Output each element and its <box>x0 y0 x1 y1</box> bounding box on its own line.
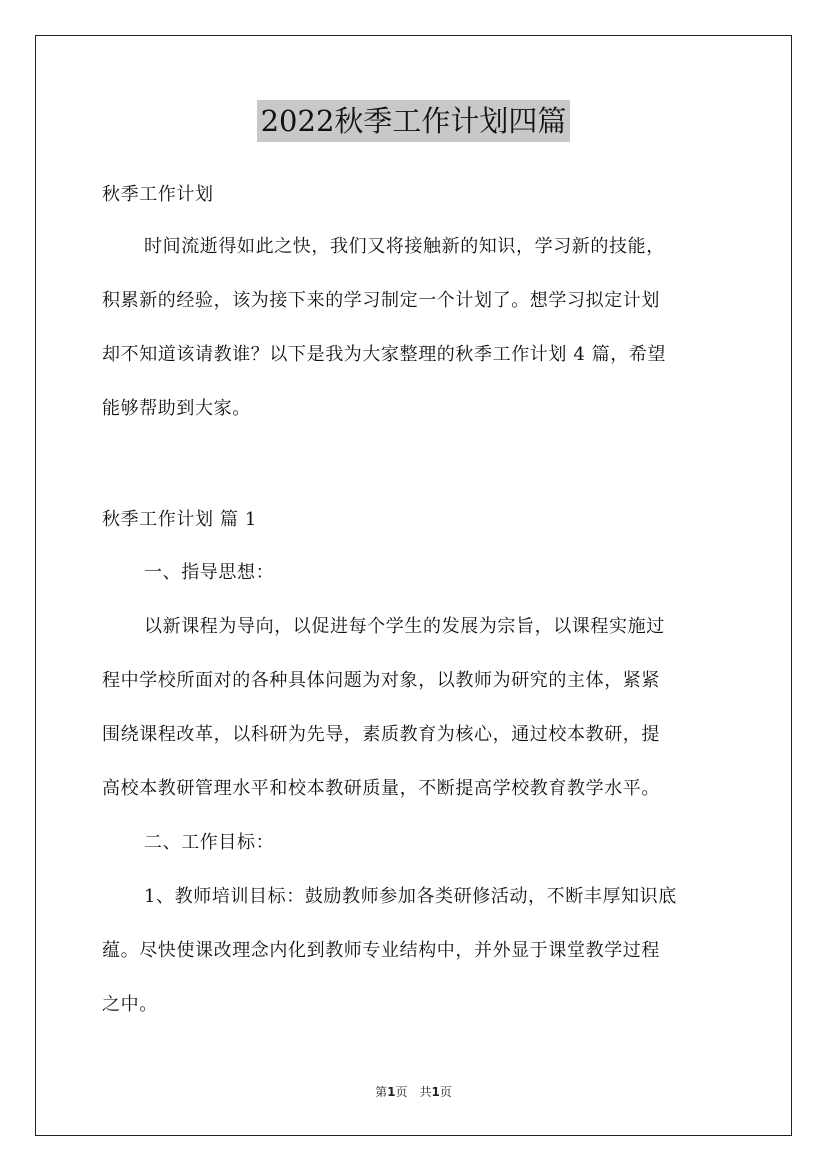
section-heading: 秋季工作计划 篇 1 <box>102 509 257 530</box>
para1-line-3: 围绕课程改革，以科研为先导，素质教育为核心，通过校本教研，提 <box>102 724 660 745</box>
para2-line-2: 蕴。尽快使课改理念内化到教师专业结构中，并外显于课堂教学过程 <box>102 940 660 961</box>
subheading-guiding-ideas: 一、指导思想： <box>144 562 275 583</box>
document-title-block <box>0 100 827 142</box>
page-footer <box>0 1083 827 1100</box>
document-title: 2022秋季工作计划四篇 <box>257 100 571 142</box>
para2-line-1: 1、教师培训目标：鼓励教师参加各类研修活动，不断丰厚知识底 <box>144 886 677 907</box>
footer-mid: 页 共 <box>395 1085 432 1099</box>
intro-line-1: 时间流逝得如此之快，我们又将接触新的知识，学习新的技能， <box>144 236 665 257</box>
intro-line-2: 积累新的经验，该为接下来的学习制定一个计划了。想学习拟定计划 <box>102 290 660 311</box>
para1-line-1: 以新课程为导向，以促进每个学生的发展为宗旨，以课程实施过 <box>144 616 665 637</box>
intro-line-4: 能够帮助到大家。 <box>102 398 251 419</box>
footer-suffix: 页 <box>439 1085 452 1099</box>
heading-autumn-plan: 秋季工作计划 <box>102 184 214 205</box>
para1-line-2: 程中学校所面对的各种具体问题为对象，以教师为研究的主体，紧紧 <box>102 670 660 691</box>
footer-page-number: 1 <box>387 1085 396 1099</box>
footer-prefix: 第 <box>375 1085 388 1099</box>
para1-line-4: 高校本教研管理水平和校本教研质量，不断提高学校教育教学水平。 <box>102 778 660 799</box>
intro-line-3: 却不知道该请教谁？以下是我为大家整理的秋季工作计划 4 篇，希望 <box>102 344 667 365</box>
para2-line-3: 之中。 <box>102 994 158 1015</box>
subheading-work-goals: 二、工作目标： <box>144 832 275 853</box>
footer-total-pages: 1 <box>431 1085 440 1099</box>
